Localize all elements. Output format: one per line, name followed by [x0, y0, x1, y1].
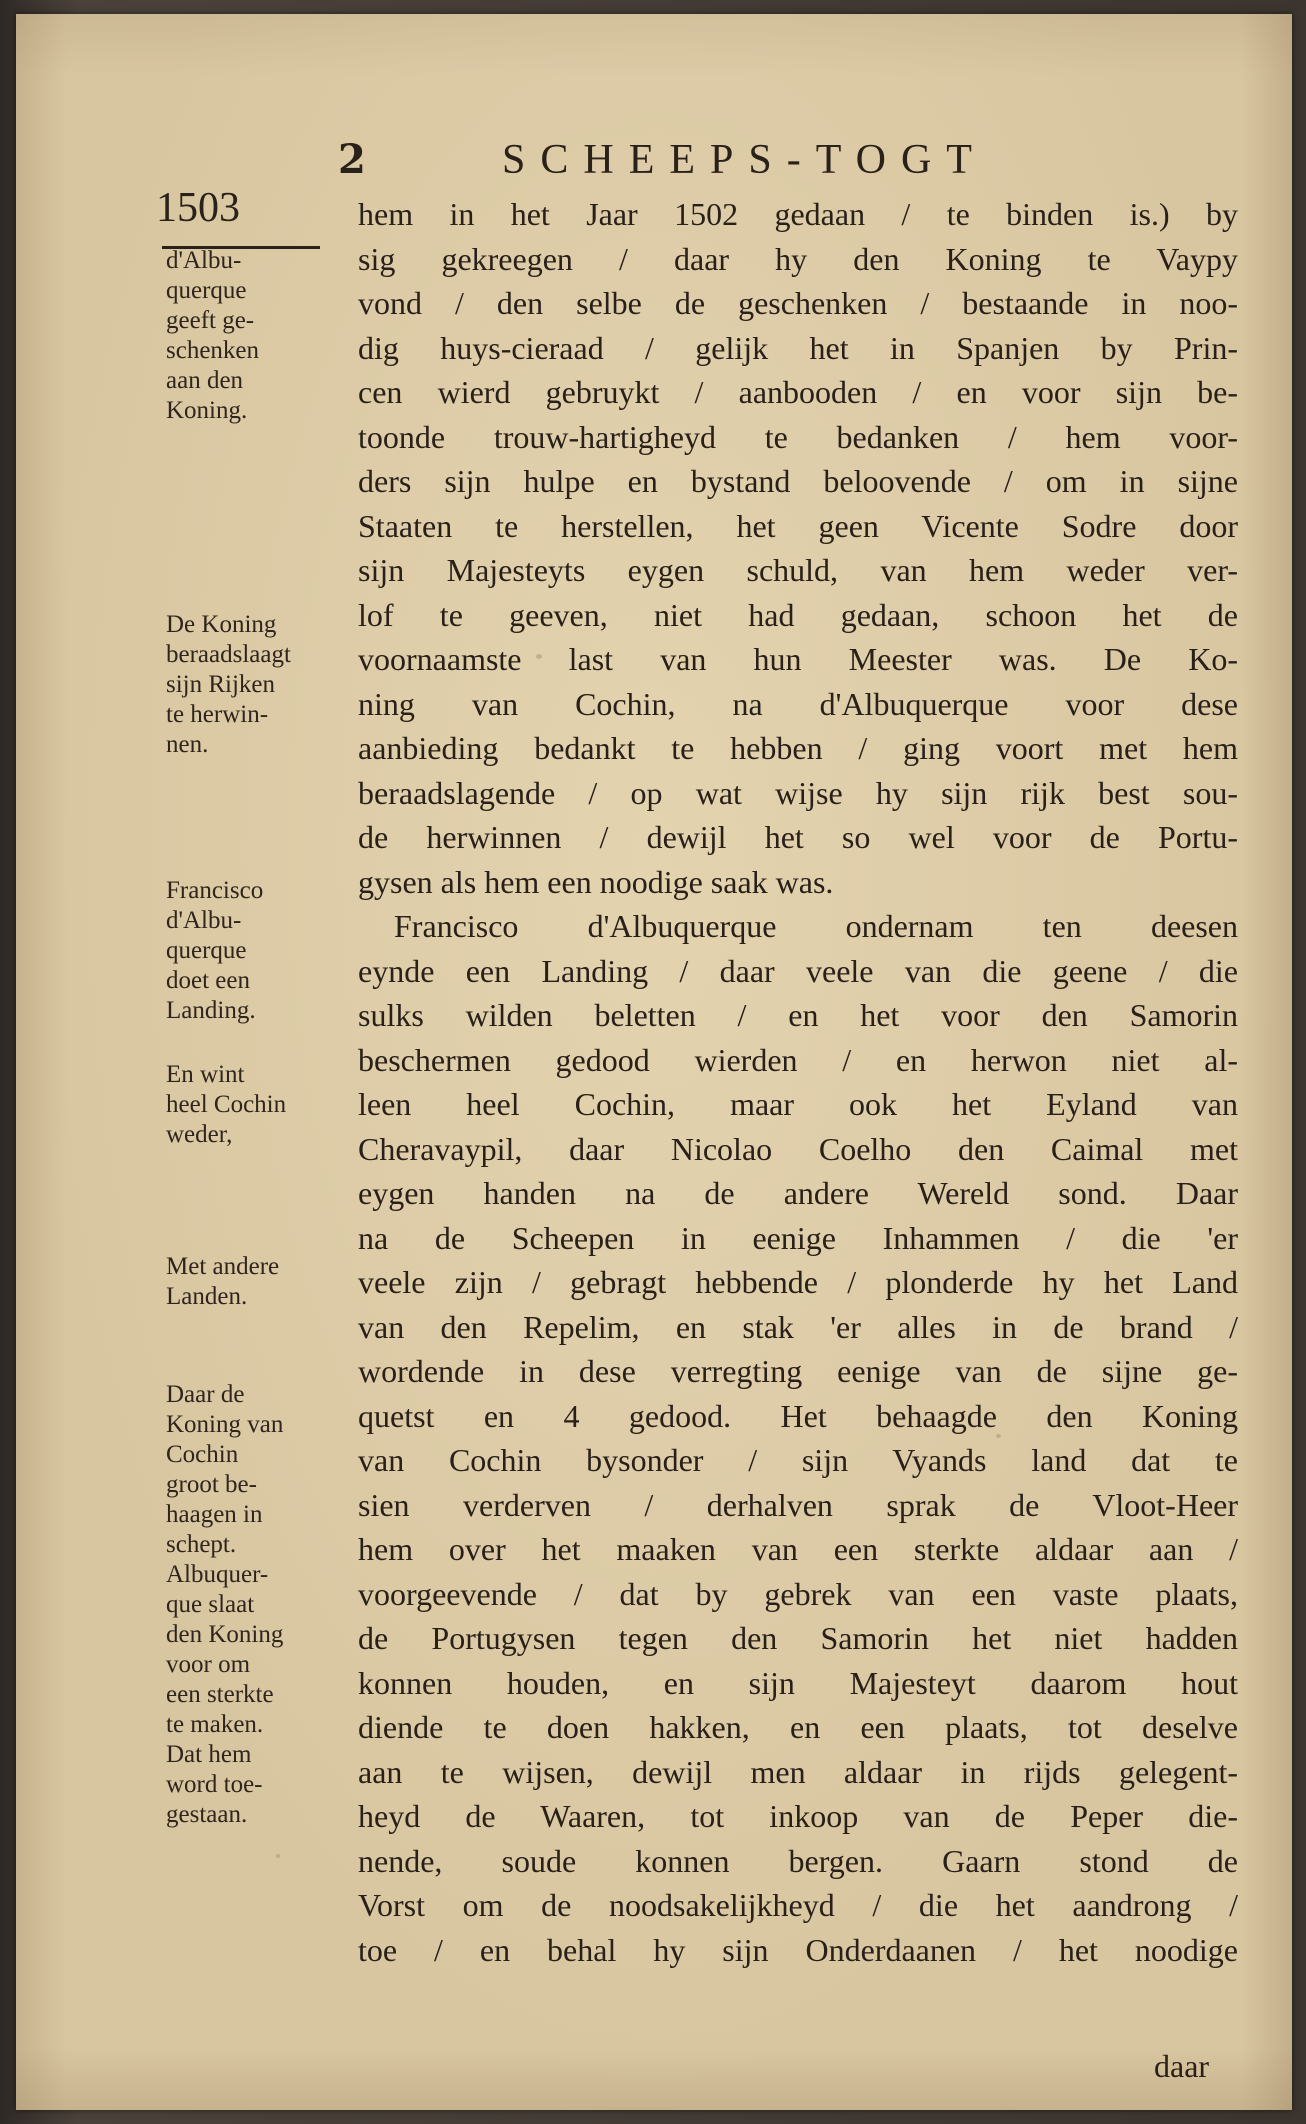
body-line: quetst en 4 gedood. Het behaagde den Koning: [358, 1397, 1238, 1434]
marginal-note-line: heel Cochin: [166, 1091, 287, 1118]
body-text: [358, 192, 1238, 1972]
body-line: veele zijn / gebragt hebbende / plonderde hy het Land: [358, 1264, 1238, 1300]
marginal-note-line: haagen in: [166, 1501, 263, 1528]
body-line: eynde een Landing / daar veele van die geene / die: [358, 952, 1238, 989]
marginal-note-line: sijn Rijken: [166, 671, 276, 698]
running-title: SCHEEPS-TOGT: [502, 137, 987, 183]
body-line: gysen als hem een noodige saak was.: [358, 863, 834, 900]
body-line: diende te doen hakken, en een plaats, tot deselve: [358, 1709, 1238, 1745]
body-line: aanbieding bedankt te hebben / ging voort met hem: [358, 730, 1238, 766]
marginal-note-line: En wint: [166, 1061, 245, 1088]
marginal-note-line: beraadslaagt: [166, 641, 291, 668]
body-line: ders sijn hulpe en bystand beloovende / om in sijne: [358, 463, 1238, 499]
marginal-note-line: word toe-: [166, 1771, 263, 1798]
body-line: vond / den selbe de geschenken / bestaande in noo-: [358, 285, 1238, 321]
body-line: eygen handen na de andere Wereld sond. Daar: [358, 1175, 1238, 1211]
paper-speck: [276, 1854, 280, 1858]
body-line: Cheravaypil, daar Nicolao Coelho den Caimal met: [358, 1130, 1238, 1167]
body-line: heyd de Waaren, tot inkoop van de Peper die-: [358, 1798, 1238, 1834]
marginal-note-line: querque: [166, 937, 247, 964]
body-line: van Cochin bysonder / sijn Vyands land dat te: [358, 1442, 1238, 1478]
body-line: van den Repelim, en stak 'er alles in de brand /: [358, 1308, 1238, 1345]
catchword: daar: [1154, 2048, 1210, 2084]
body-line: cen wierd gebruykt / aanbooden / en voor sijn be-: [358, 374, 1238, 410]
page-number: 2: [338, 136, 366, 183]
marginal-note: [166, 1252, 366, 1312]
marginal-note: [166, 1380, 366, 1830]
marginal-note-line: Daar de: [166, 1381, 245, 1408]
marginal-note-line: doet een: [166, 967, 250, 994]
marginal-note-line: Koning.: [166, 397, 248, 424]
body-line: ning van Cochin, na d'Albuquerque voor dese: [358, 685, 1238, 722]
marginal-note-line: Dat hem: [166, 1741, 252, 1768]
marginal-note: [166, 246, 366, 426]
body-line: nende, soude konnen bergen. Gaarn stond de: [358, 1842, 1238, 1879]
body-line: aan te wijsen, dewijl men aldaar in rijds gelegent-: [358, 1753, 1238, 1790]
marginal-note-line: groot be-: [166, 1471, 257, 1498]
marginal-note-line: Francisco: [166, 877, 264, 904]
body-line: hem in het Jaar 1502 gedaan / te binden is.) by: [358, 196, 1238, 232]
body-line: toonde trouw-hartigheyd te bedanken / hem voor-: [358, 418, 1238, 455]
marginal-note-line: voor om: [166, 1651, 251, 1678]
marginal-note-line: nen.: [166, 731, 209, 758]
body-line: de herwinnen / dewijl het so wel voor de Portu-: [358, 819, 1238, 855]
marginal-note-line: gestaan.: [166, 1801, 248, 1828]
marginal-note-line: Landen.: [166, 1283, 248, 1310]
marginal-note-line: den Koning: [166, 1621, 284, 1648]
marginal-note: [166, 1060, 366, 1150]
marginal-note-line: Cochin: [166, 1441, 239, 1468]
body-line: beraadslagende / op wat wijse hy sijn rijk best sou-: [358, 774, 1238, 811]
body-line: na de Scheepen in eenige Inhammen / die 'er: [358, 1219, 1238, 1256]
body-line: wordende in dese verregting eenige van de sijne ge-: [358, 1353, 1238, 1389]
body-line: Francisco d'Albuquerque ondernam ten deesen: [394, 908, 1238, 944]
body-line: leen heel Cochin, maar ook het Eyland van: [358, 1086, 1238, 1122]
book-page: [16, 14, 1292, 2110]
marginal-note-line: te herwin-: [166, 701, 269, 728]
marginal-note-line: d'Albu-: [166, 247, 242, 274]
marginal-note-line: Koning van: [166, 1411, 284, 1438]
paper-speck: [996, 1434, 1001, 1438]
marginal-note-line: De Koning: [166, 611, 277, 638]
body-line: Vorst om de noodsakelijkheyd / die het aandrong /: [358, 1887, 1238, 1923]
marginal-note-line: Albuquer-: [166, 1561, 269, 1588]
body-line: sulks wilden beletten / en het voor den Samorin: [358, 997, 1238, 1033]
body-line: voorgeevende / dat by gebrek van een vaste plaats,: [358, 1575, 1238, 1612]
marginal-note: [166, 876, 366, 1026]
marginal-note-line: Met andere: [166, 1253, 280, 1280]
marginal-note: [166, 610, 366, 760]
body-line: sijn Majesteyts eygen schuld, van hem weder ver-: [358, 552, 1238, 588]
body-line: de Portugysen tegen den Samorin het niet hadden: [358, 1620, 1238, 1656]
marginal-note-line: aan den: [166, 367, 244, 394]
marginal-note-line: que slaat: [166, 1591, 255, 1618]
body-line: dig huys-cieraad / gelijk het in Spanjen by Prin-: [358, 329, 1238, 366]
body-line: beschermen gedood wierden / en herwon niet al-: [358, 1041, 1238, 1078]
body-line: hem over het maaken van een sterkte aldaar aan /: [358, 1531, 1238, 1567]
paper-speck: [536, 654, 542, 659]
body-line: toe / en behal hy sijn Onderdaanen / het noodige: [358, 1931, 1238, 1968]
body-line: sien verderven / derhalven sprak de Vloot-Heer: [358, 1486, 1238, 1523]
body-line: voornaamste last van hun Meester was. De Ko-: [358, 641, 1238, 677]
marginal-note-line: een sterkte: [166, 1681, 274, 1708]
body-line: sig gekreegen / daar hy den Koning te Vaypy: [358, 240, 1238, 277]
marginal-note-line: schenken: [166, 337, 260, 364]
marginal-note-line: schept.: [166, 1531, 237, 1558]
body-line: lof te geeven, niet had gedaan, schoon het de: [358, 596, 1238, 633]
marginal-note-line: weder,: [166, 1121, 233, 1148]
marginal-note-line: geeft ge-: [166, 307, 255, 334]
marginal-note-line: d'Albu-: [166, 907, 242, 934]
body-line: Staaten te herstellen, het geen Vicente Sodre door: [358, 507, 1238, 544]
marginal-note-line: te maken.: [166, 1711, 264, 1738]
marginal-note-line: Landing.: [166, 997, 256, 1024]
marginal-note-line: querque: [166, 277, 247, 304]
body-line: konnen houden, en sijn Majesteyt daarom hout: [358, 1664, 1238, 1701]
marginal-year: 1503: [156, 185, 240, 231]
